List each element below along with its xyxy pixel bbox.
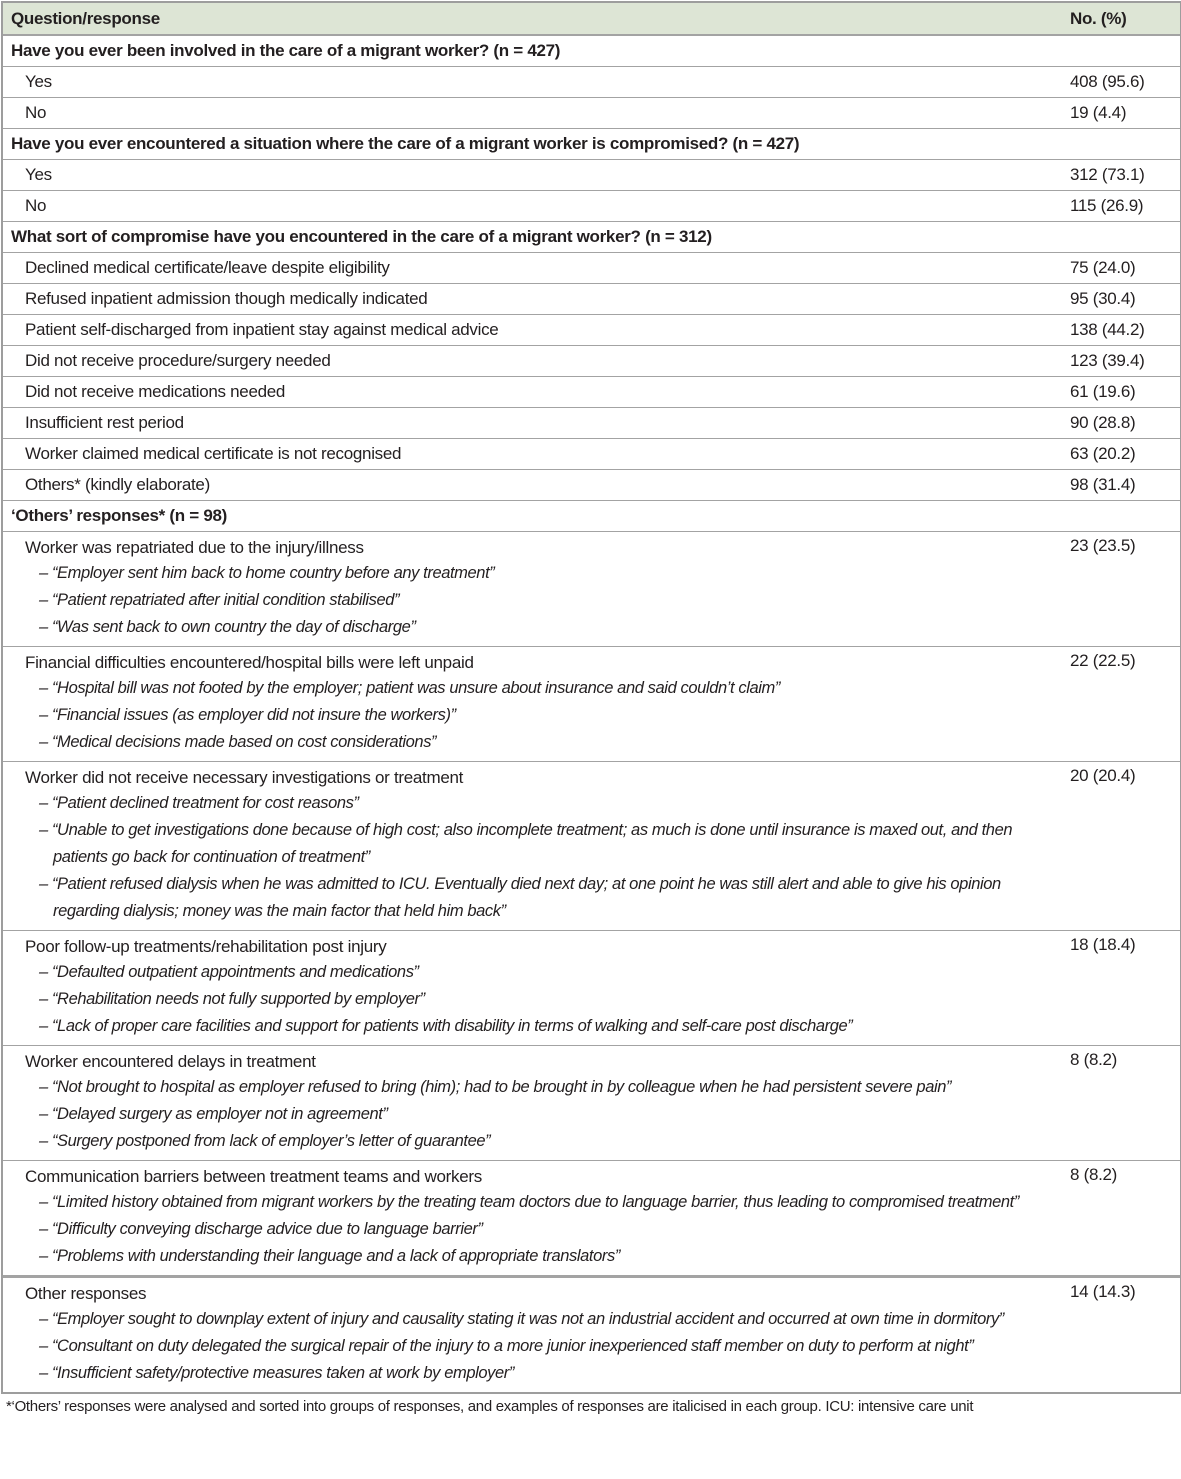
others-group — [3, 931, 1180, 1046]
group-quote: – “Employer sought to downplay extent of injury and causality stating it was not an industrial accident and occurred at own time in dormitory” — [39, 1310, 1004, 1328]
table-header — [3, 3, 1180, 36]
response-value: 63 (20.2) — [1070, 444, 1136, 463]
group-quote: – “Lack of proper care facilities and support for patients with disability in terms of walking and self-care post discharge” — [39, 1017, 853, 1035]
group-quote: – “Medical decisions made based on cost considerations” — [39, 733, 437, 751]
question-text: What sort of compromise have you encountered in the care of a migrant worker? (n = 312) — [11, 227, 712, 246]
question-text: Have you ever been involved in the care of a migrant worker? (n = 427) — [11, 41, 561, 60]
group-label: Worker was repatriated due to the injury/illness — [25, 538, 364, 557]
group-value: 22 (22.5) — [1070, 651, 1136, 670]
group-label: Communication barriers between treatment teams and workers — [25, 1167, 482, 1186]
group-label: Worker encountered delays in treatment — [25, 1052, 316, 1071]
response-row — [3, 253, 1180, 284]
group-quote: – “Problems with understanding their language and a lack of appropriate translators” — [39, 1247, 620, 1265]
group-quote: – “Surgery postponed from lack of employer’s letter of guarantee” — [39, 1132, 491, 1150]
response-value: 123 (39.4) — [1070, 351, 1145, 370]
group-quote: – “Rehabilitation needs not fully supported by employer” — [39, 990, 425, 1008]
group-quote: – “Patient declined treatment for cost reasons” — [39, 794, 359, 812]
group-quote: – “Delayed surgery as employer not in agreement” — [39, 1105, 388, 1123]
group-quote: – “Employer sent him back to home country before any treatment” — [39, 564, 495, 582]
group-quote: – “Defaulted outpatient appointments and medications” — [39, 963, 419, 981]
response-row — [3, 408, 1180, 439]
question-row — [3, 501, 1180, 532]
question-text: Have you ever encountered a situation where the care of a migrant worker is compromised? (n = 427) — [11, 134, 800, 153]
group-quote: – “Consultant on duty delegated the surgical repair of the injury to a more junior inexperienced staff member on duty to perform at night” — [39, 1337, 974, 1355]
group-quote: – “Insufficient safety/protective measures taken at work by employer” — [39, 1364, 514, 1382]
response-value: 61 (19.6) — [1070, 382, 1136, 401]
others-group — [3, 762, 1180, 931]
group-quote: – “Patient refused dialysis when he was admitted to ICU. Eventually died next day; at one point he was still alert and able to give his opinion regarding dialysis; money was the main factor that held him back” — [39, 875, 1001, 920]
response-value: 19 (4.4) — [1070, 103, 1127, 122]
response-label: Patient self-discharged from inpatient stay against medical advice — [25, 320, 499, 339]
response-label: Did not receive procedure/surgery needed — [25, 351, 331, 370]
group-quote: – “Hospital bill was not footed by the employer; patient was unsure about insurance and said couldn’t claim” — [39, 679, 780, 697]
response-label: Worker claimed medical certificate is not recognised — [25, 444, 402, 463]
question-row — [3, 129, 1180, 160]
response-label: No — [25, 196, 47, 215]
group-quote: – “Not brought to hospital as employer refused to bring (him); had to be brought in by colleague when he had persistent severe pain” — [39, 1078, 952, 1096]
group-quote: – “Unable to get investigations done because of high cost; also incomplete treatment; as much is done until insurance is maxed out, and then patients go back for continuation of treatment” — [39, 821, 1013, 866]
header-count-percent: No. (%) — [1070, 8, 1127, 28]
response-value: 408 (95.6) — [1070, 72, 1145, 91]
group-value: 8 (8.2) — [1070, 1165, 1118, 1184]
header-question-response: Question/response — [11, 8, 160, 28]
response-row — [3, 346, 1180, 377]
response-row — [3, 377, 1180, 408]
group-value: 20 (20.4) — [1070, 766, 1136, 785]
group-value: 18 (18.4) — [1070, 935, 1136, 954]
others-group — [3, 1046, 1180, 1161]
others-group — [3, 1276, 1180, 1392]
response-row — [3, 98, 1180, 129]
group-quote: – “Was sent back to own country the day of discharge” — [39, 618, 416, 636]
response-value: 90 (28.8) — [1070, 413, 1136, 432]
question-text: ‘Others’ responses* (n = 98) — [11, 506, 227, 525]
response-row — [3, 315, 1180, 346]
response-row — [3, 191, 1180, 222]
group-quote: – “Patient repatriated after initial condition stabilised” — [39, 591, 400, 609]
response-label: Refused inpatient admission though medically indicated — [25, 289, 428, 308]
response-label: Yes — [25, 165, 52, 184]
response-row — [3, 67, 1180, 98]
response-label: Others* (kindly elaborate) — [25, 475, 210, 494]
question-row — [3, 222, 1180, 253]
group-value: 23 (23.5) — [1070, 536, 1136, 555]
response-label: Insufficient rest period — [25, 413, 184, 432]
response-row — [3, 284, 1180, 315]
others-group — [3, 532, 1180, 647]
response-row — [3, 160, 1180, 191]
group-quote: – “Difficulty conveying discharge advice due to language barrier” — [39, 1220, 483, 1238]
table-footnote: *‘Others’ responses were analysed and sorted into groups of responses, and examples of responses are italicised in each group. ICU: intensive care unit — [6, 1398, 974, 1415]
response-value: 115 (26.9) — [1070, 196, 1144, 215]
group-label: Poor follow-up treatments/rehabilitation post injury — [25, 937, 387, 956]
group-label: Other responses — [25, 1284, 147, 1303]
response-label: Yes — [25, 72, 52, 91]
response-value: 75 (24.0) — [1070, 258, 1136, 277]
response-value: 95 (30.4) — [1070, 289, 1136, 308]
response-row — [3, 439, 1180, 470]
response-label: No — [25, 103, 47, 122]
group-label: Financial difficulties encountered/hospital bills were left unpaid — [25, 653, 474, 672]
group-value: 8 (8.2) — [1070, 1050, 1118, 1069]
group-value: 14 (14.3) — [1070, 1282, 1136, 1301]
question-row — [3, 36, 1180, 67]
others-group — [3, 647, 1180, 762]
response-row — [3, 470, 1180, 501]
others-group — [3, 1161, 1180, 1276]
survey-table — [1, 1, 1181, 1394]
response-value: 312 (73.1) — [1070, 165, 1145, 184]
group-quote: – “Limited history obtained from migrant workers by the treating team doctors due to language barrier, thus leading to compromised treatment” — [39, 1193, 1019, 1211]
response-label: Declined medical certificate/leave despite eligibility — [25, 258, 390, 277]
response-value: 138 (44.2) — [1070, 320, 1145, 339]
response-label: Did not receive medications needed — [25, 382, 286, 401]
response-value: 98 (31.4) — [1070, 475, 1136, 494]
group-label: Worker did not receive necessary investigations or treatment — [25, 768, 464, 787]
group-quote: – “Financial issues (as employer did not insure the workers)” — [39, 706, 456, 724]
